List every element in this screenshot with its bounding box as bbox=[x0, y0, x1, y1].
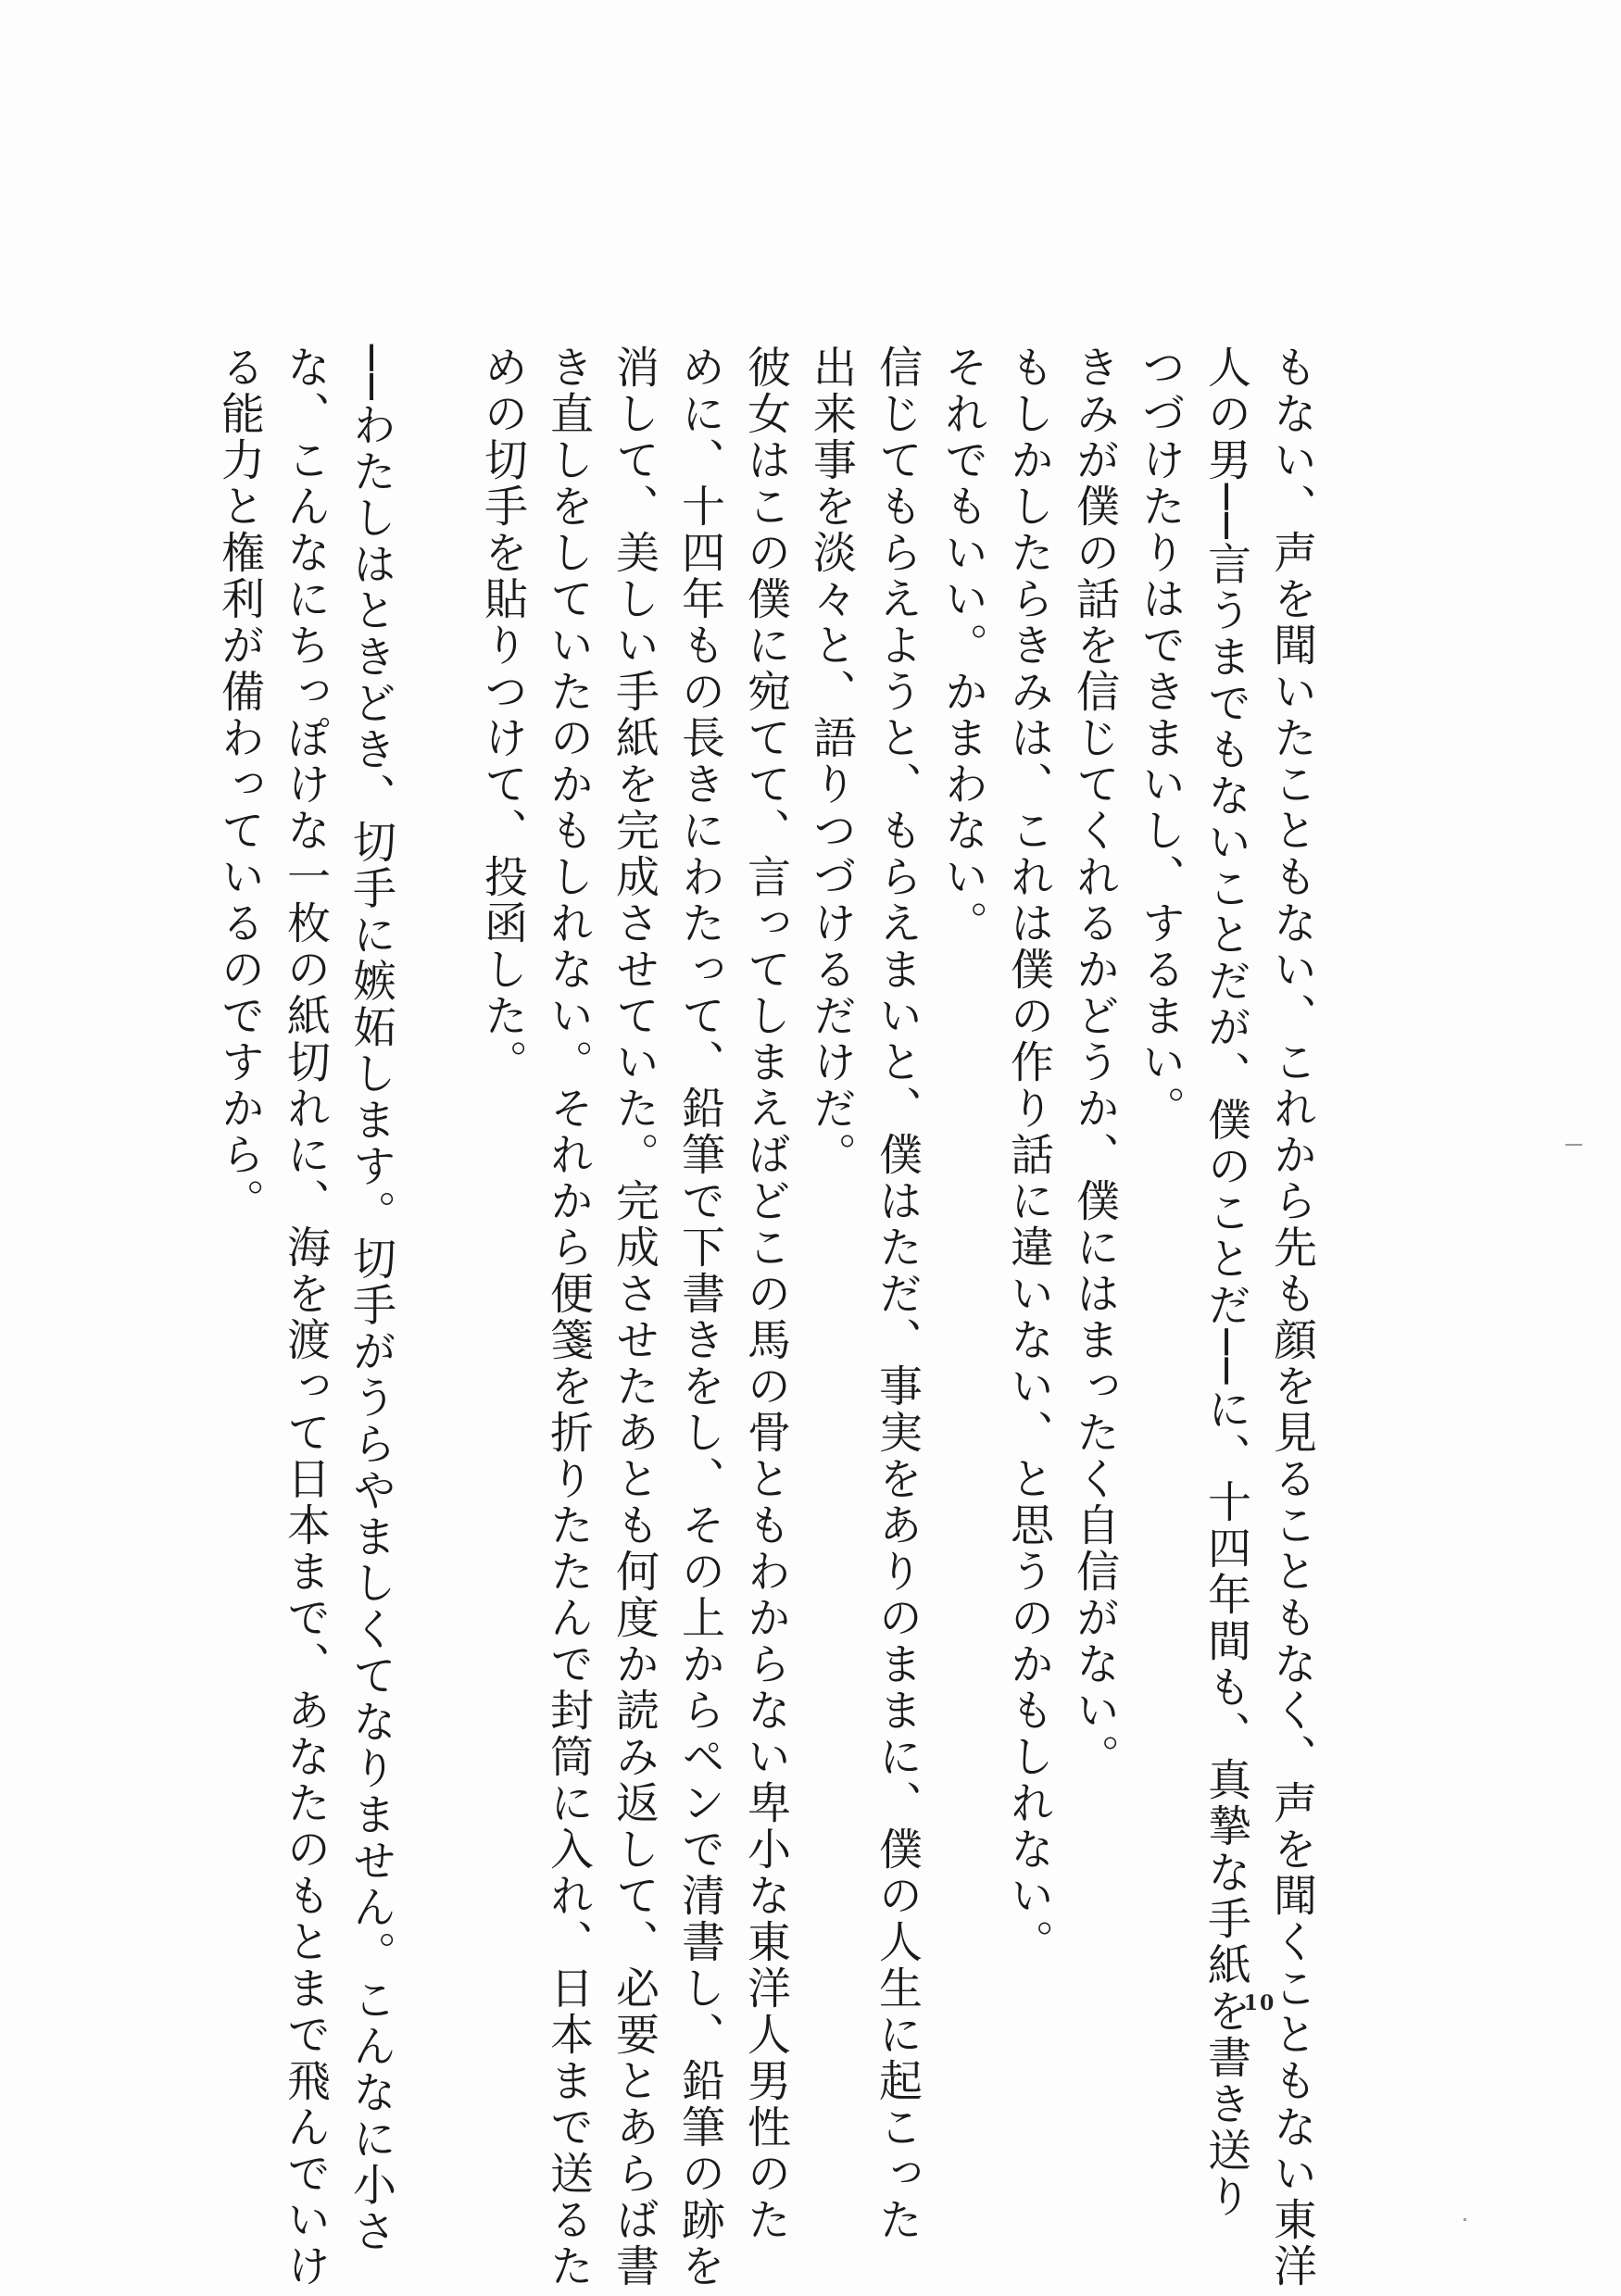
text-line: もしかしたらきみは、これは僕の作り話に違いない、と思うのかもしれない。 bbox=[1003, 345, 1054, 1965]
text-line: ──わたしはときどき、切手に嫉妬します。切手がうらやましくてなりません。こんなに小さ bbox=[346, 345, 396, 2255]
scan-speck bbox=[1464, 2218, 1466, 2221]
text-line: な、こんなにちっぽけな一枚の紙切れに、海を渡って日本まで、あなたのもとまで飛んでいけ bbox=[280, 345, 331, 2290]
text-line: 人の男──言うまでもないことだが、僕のことだ──に、十四年間も、真摯な手紙を書き送り bbox=[1200, 345, 1251, 2221]
section-break bbox=[404, 345, 470, 1938]
text-line: それでもいい。かまわない。 bbox=[937, 345, 988, 947]
text-line: もない、声を聞いたこともない、これから先も顔を見ることもなく、声を聞くこともない東洋 bbox=[1266, 345, 1317, 2290]
text-line: めの切手を貼りつけて、投函した。 bbox=[477, 345, 528, 1085]
text-line: 消して、美しい手紙を完成させていた。完成させたあとも何度か読み返して、必要とあらば書 bbox=[609, 345, 660, 2290]
text-line: めに、十四年もの長きにわたって、鉛筆で下書きをし、その上からペンで清書し、鉛筆の跡を bbox=[674, 345, 725, 2290]
text-line: き直しをしていたのかもしれない。それから便箋を折りたたんで封筒に入れ、日本まで送るた bbox=[543, 345, 594, 2290]
text-line: きみが僕の話を信じてくれるかどうか、僕にはまったく自信がない。 bbox=[1069, 345, 1120, 1780]
scan-speck bbox=[1565, 1144, 1582, 1146]
page-number: 10 bbox=[1243, 1991, 1276, 2015]
text-line: つづけたりはできまいし、するまい。 bbox=[1135, 345, 1186, 1132]
text-line: 彼女はこの僕に宛てて、言ってしまえばどこの馬の骨ともわからない卑小な東洋人男性のた bbox=[740, 345, 791, 2243]
text-line: 信じてもらえようと、もらえまいと、僕はただ、事実をありのままに、僕の人生に起こった bbox=[872, 345, 923, 2243]
text-line: る能力と権利が備わっているのですから。 bbox=[214, 345, 265, 1224]
text-line: 出来事を淡々と、語りつづけるだけだ。 bbox=[806, 345, 857, 1178]
